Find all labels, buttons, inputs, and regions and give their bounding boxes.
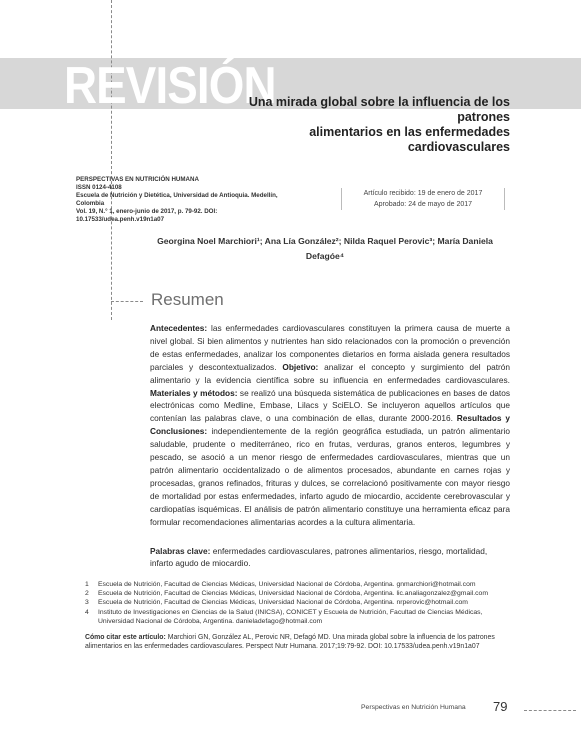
affiliation-item [85, 580, 515, 589]
affiliation-item [85, 598, 515, 607]
page-number: 79 [493, 699, 508, 714]
received-date: Artículo recibido: 19 de enero de 2017 [363, 190, 483, 197]
keywords-text: enfermedades cardiovasculares, patrones alimentarios, riesgo, mortalidad, infarto agudo de miocardio. [150, 546, 488, 569]
antecedentes-label: Antecedentes: [150, 323, 208, 333]
authors-line-2: Defagóe⁴ [305, 251, 345, 261]
materiales-text: se realizó una búsqueda sistemática de publicaciones en bases de datos electrónicas como Medline, Embase, Lilacs y SciELO. Se incluyeron aquellos artículos que contenían las palabras clave, o una combinación de ellas, durante 2000-2016. [150, 387, 510, 424]
antecedentes-text: las enfermedades cardiovasculares constituyen la primera causa de muerte a nivel global. Si bien alimentos y nutrientes han sido relacionados con la promoción o prevención de estas enfermedades, analizar los componentes dietarios en forma aislada genera resultados parciales y descontextualizados. [150, 323, 510, 372]
affiliation-text: Escuela de Nutrición, Facultad de Ciencias Médicas, Universidad Nacional de Córdoba, Argentina. lic.analiagonzalez@gmail.com [98, 590, 488, 598]
affiliation-number: 1 [85, 581, 89, 588]
article-dates [341, 188, 505, 210]
resultados-text: independientemente de la región geográfica estudiada, un patrón alimentario saludable, prudente o mediterráneo, rico en frutas, verduras, granos enteros, legumbres y pescado, se asoció a un menor riesgo de enfermedades cardiovasculares, mientras que un patrón alimentario occidentalizado o de alimentos procesados, abundante en carnes rojas y procesadas, granos refinados, frituras y dulces, se correlacionó positivamente con mayor riesgo de mortalidad por estas enfermedades, infarto agudo de miocardio, accidente cerebrovascular y cardiopatías isquémicas. El análisis de patrón alimentario constituye una herramienta eficaz para formular recomendaciones alimentarias acordes a la cultura alimentaria. [150, 426, 510, 527]
authors-line-1: Georgina Noel Marchiori¹; Ana Lía González²; Nilda Raquel Perovic³; María Daniela [157, 236, 493, 246]
citation-text: Marchiori GN, González AL, Perovic NR, Defagó MD. Una mirada global sobre la influencia de los patrones alimentarios en las enfermedades cardiovasculares. Perspect Nutr Humana. 2017;19:79-92. DOI: 10.17533/udea.penh.v19n1a07 [85, 634, 495, 651]
journal-school: Escuela de Nutrición y Dietética, Universidad de Antioquia. Medellín, Colombia [76, 192, 278, 207]
resumen-dash [111, 301, 143, 302]
citation-label: Cómo citar este artículo: [85, 634, 166, 641]
keywords-label: Palabras clave: [150, 546, 211, 556]
objetivo-text: analizar el concepto y surgimiento del patrón alimentario y la evidencia científica sobre su influencia en enfermedades cardiovasculares. [150, 361, 510, 385]
affiliation-text: Escuela de Nutrición, Facultad de Ciencias Médicas, Universidad Nacional de Córdoba, Argentina. nrperovic@hotmail.com [98, 599, 468, 607]
affiliation-number: 4 [85, 608, 89, 616]
article-title-line-2: alimentarios en las enfermedades cardiovasculares [309, 125, 510, 154]
affiliation-item [85, 608, 515, 626]
citation [85, 633, 510, 651]
vertical-dashed-line [111, 0, 112, 320]
keywords [150, 545, 510, 570]
journal-name: PERSPECTIVAS EN NUTRICIÓN HUMANA [76, 176, 199, 183]
affiliation-item [85, 589, 515, 598]
affiliation-text: Instituto de Investigaciones en Ciencias de la Salud (INICSA), CONICET y Escuela de Nutrición, Facultad de Ciencias Médicas, Universidad Nacional de Córdoba, Argentina. danieladefago@hotmail.com [98, 608, 483, 625]
approved-date: Aprobado: 24 de mayo de 2017 [373, 201, 473, 208]
materiales-label: Materiales y métodos: [150, 387, 238, 398]
author-list [140, 234, 510, 264]
journal-info [76, 176, 306, 224]
objetivo-label: Objetivo: [282, 361, 319, 372]
article-title-line-1: Una mirada global sobre la influencia de los patrones [248, 95, 510, 124]
affiliation-number: 3 [85, 599, 89, 607]
resumen-heading: Resumen [151, 290, 224, 309]
abstract-body [150, 322, 510, 529]
section-label: REVISIÓN [64, 57, 276, 115]
footer-journal: Perspectivas en Nutrición Humana [361, 704, 466, 711]
affiliation-number: 2 [85, 590, 89, 598]
affiliation-text: Escuela de Nutrición, Facultad de Ciencias Médicas, Universidad Nacional de Córdoba, Argentina. gnmarchiori@hotmail.com [98, 581, 476, 588]
journal-issn: ISSN 0124-4108 [76, 184, 122, 191]
article-title [230, 95, 510, 155]
resultados-label: Resultados y Conclusiones: [150, 413, 510, 437]
affiliations [85, 580, 515, 626]
footer-dash [524, 710, 576, 711]
journal-volume: Vol. 19, N.° 1, enero-junio de 2017, p. 79-92. DOI: 10.17533/udea.penh.v19n1a07 [76, 208, 218, 223]
